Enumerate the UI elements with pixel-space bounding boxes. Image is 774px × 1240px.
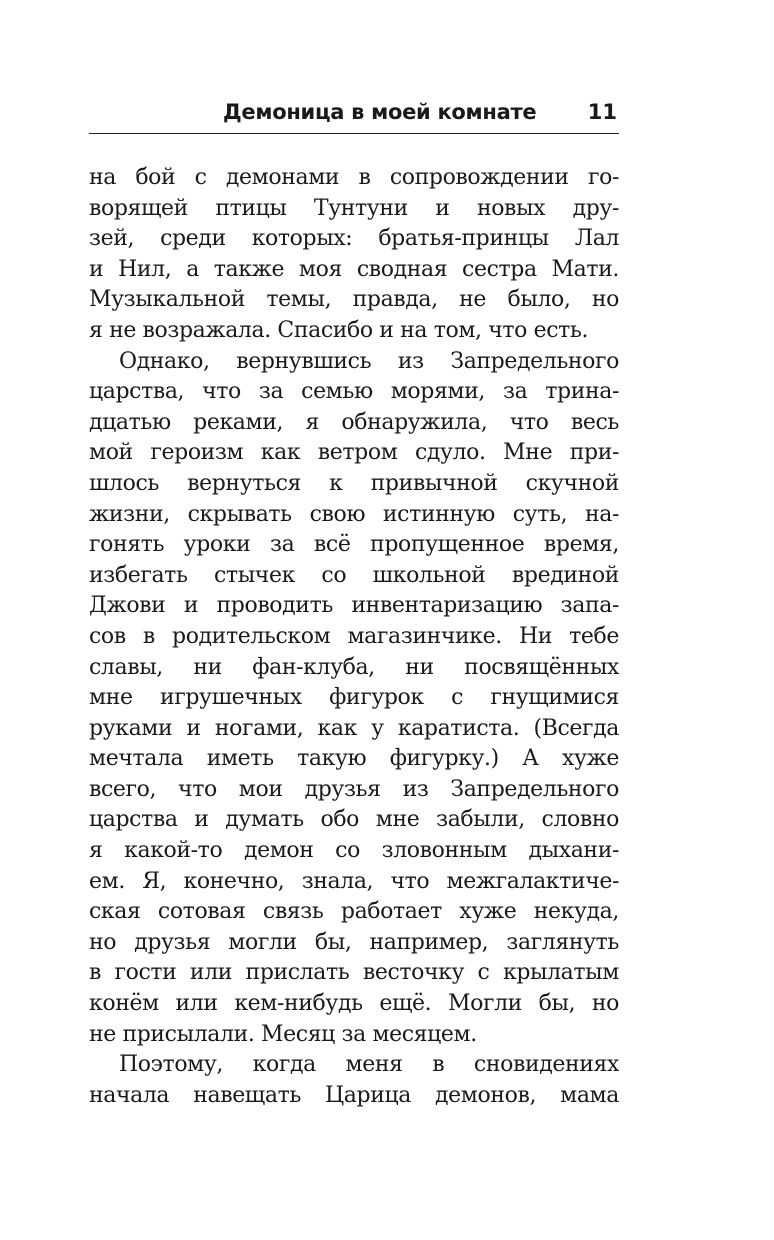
text-line: Однако, вернувшись из Запредельного xyxy=(119,348,619,374)
text-line: мой героизм как ветром сдуло. Мне при- xyxy=(89,440,619,466)
text-line: шлось вернуться к привычной скучной xyxy=(89,470,619,496)
text-line: сов в родительском магазинчике. Ни тебе xyxy=(89,623,619,649)
text-line: гонять уроки за всё пропущенное время, xyxy=(89,532,619,558)
text-line: жизни, скрывать свою истинную суть, на- xyxy=(89,501,619,527)
text-line: дцатью реками, я обнаружила, что весь xyxy=(89,409,619,435)
text-line: на бой с демонами в сопровождении го- xyxy=(89,165,619,190)
text-line: в гости или прислать весточку с крылатым xyxy=(89,960,619,986)
text-line: конём или кем-нибудь ещё. Могли бы, но xyxy=(89,991,619,1017)
text-line: всего, что мои друзья из Запредельного xyxy=(89,776,619,802)
page-number: 11 xyxy=(587,100,617,124)
text-line: не присылали. Месяц за месяцем. xyxy=(89,1021,477,1047)
text-line: мечтала иметь такую фигурку.) А хуже xyxy=(89,746,619,772)
text-line: руками и ногами, как у каратиста. (Всегда xyxy=(89,715,619,741)
text-line: ворящей птицы Тунтуни и новых дру- xyxy=(89,195,619,221)
text-line: я не возражала. Спасибо и на том, что есть. xyxy=(89,317,589,343)
running-header xyxy=(89,98,619,132)
text-line: мне игрушечных фигурок с гнущимися xyxy=(89,685,619,711)
text-line: Музыкальной темы, правда, не было, но xyxy=(89,287,619,313)
text-line: славы, ни фан-клуба, ни посвящённых xyxy=(89,654,619,680)
body-text xyxy=(89,163,619,1111)
text-line: Джови и проводить инвентаризацию запа- xyxy=(89,593,619,619)
text-line: избегать стычек со школьной врединой xyxy=(89,562,619,588)
running-header-title: Демоница в моей комнате xyxy=(223,100,537,124)
text-line: ская сотовая связь работает хуже некуда, xyxy=(89,899,619,925)
text-line: царства и думать обо мне забыли, словно xyxy=(89,807,619,833)
text-line: Поэтому, когда меня в сновидениях xyxy=(119,1052,619,1078)
text-line: царства, что за семью морями, за трина- xyxy=(89,379,619,405)
text-line: но друзья могли бы, например, заглянуть xyxy=(89,929,619,955)
text-line: начала навещать Царица демонов, мама xyxy=(89,1082,619,1108)
text-line: я какой-то демон со зловонным дыхани- xyxy=(89,838,619,864)
text-line: и Нил, а также моя сводная сестра Мати. xyxy=(89,256,619,282)
text-line: зей, среди которых: братья-принцы Лал xyxy=(89,226,619,252)
text-line: ем. Я, конечно, знала, что межгалактиче- xyxy=(89,868,619,894)
header-divider xyxy=(89,133,619,134)
